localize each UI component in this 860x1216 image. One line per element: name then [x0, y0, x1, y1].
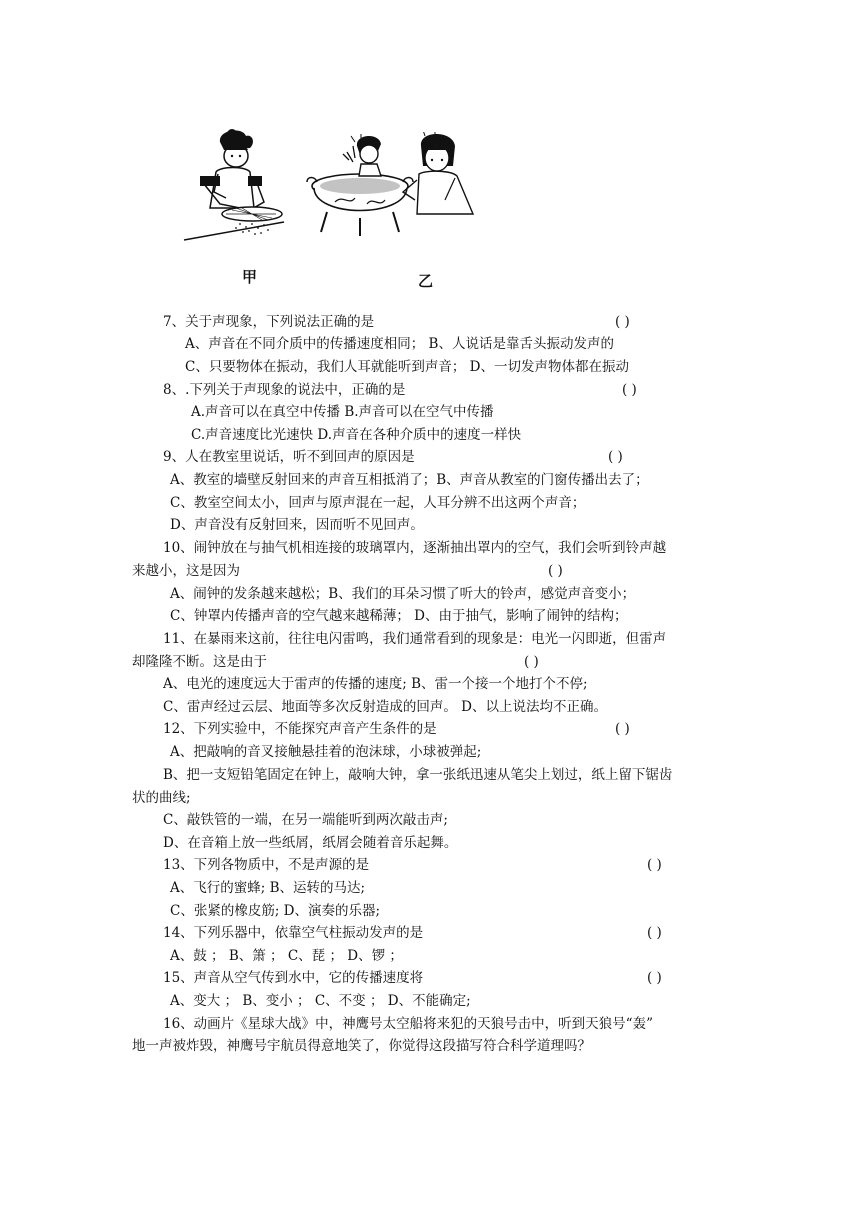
figure-caption-yi: 乙	[418, 272, 434, 290]
question-11-option-row: C、雷声经过云层、地面等多次反射造成的回声。 D、以上说法均不正确。	[163, 699, 607, 715]
question-12-stem: 12、下列实验中，不能探究声音产生条件的是	[163, 721, 437, 737]
question-16-stem-cont: 地一声被炸毁，神鹰号宇航员得意地笑了，你觉得这段描写符合科学道理吗？	[132, 1038, 591, 1054]
question-13-answer-blank: ( )	[647, 857, 662, 873]
question-8-answer-blank: ( )	[622, 382, 637, 398]
question-9-option-row: A、教室的墙壁反射回来的声音互相抵消了；B、声音从教室的门窗传播出去了；	[170, 472, 649, 488]
question-10-stem: 10、闹钟放在与抽气机相连接的玻璃罩内，逐渐抽出罩内的空气，我们会听到铃声越	[163, 540, 667, 556]
figure-caption-jia: 甲	[242, 268, 258, 286]
question-9-option-row: C、教室空间太小，回声与原声混在一起，人耳分辨不出这两个声音；	[170, 495, 586, 511]
question-10-option-row: C、钟罩内传播声音的空气越来越稀薄； D、由于抽气，影响了闹钟的结构；	[170, 608, 628, 624]
question-7-stem: 7、关于声现象，下列说法正确的是	[163, 314, 375, 330]
question-13-stem: 13、下列各物质中，不是声源的是	[163, 857, 370, 873]
question-10-option-row: A、闹钟的发条越来越松；B、我们的耳朵习惯了听大的铃声，感觉声音变小；	[170, 586, 636, 602]
figure-yi	[305, 132, 480, 242]
question-7-option-row: A、声音在不同介质中的传播速度相同； B、人说话是靠舌头振动发声的	[185, 336, 614, 352]
question-11-stem: 11、在暴雨来这前，往往电闪雷鸣，我们通常看到的现象是：电光一闪即逝，但雷声	[163, 631, 667, 647]
question-7-option-row: C、只要物体在振动，我们人耳就能听到声音； D、一切发声物体都在振动	[185, 359, 629, 375]
question-13-option-row: A、飞行的蜜蜂; B、运转的马达;	[170, 880, 366, 896]
question-8-stem: 8、.下列关于声现象的说法中，正确的是	[163, 382, 406, 398]
question-15-stem: 15、声音从空气传到水中，它的传播速度将	[163, 970, 424, 986]
question-11-stem-cont: 却隆隆不断。这是由于	[132, 654, 267, 670]
question-11-answer-blank: ( )	[524, 654, 539, 670]
question-7-answer-blank: ( )	[615, 314, 630, 330]
question-10-stem-cont: 来越小，这是因为	[132, 563, 240, 579]
question-9-answer-blank: ( )	[608, 449, 623, 465]
question-12-option-row: D、在音箱上放一些纸屑，纸屑会随着音乐起舞。	[163, 835, 458, 851]
question-14-stem: 14、下列乐器中，依靠空气柱振动发声的是	[163, 925, 424, 941]
question-12-option-row: C、敲铁管的一端，在另一端能听到两次敲击声;	[163, 812, 448, 828]
question-13-option-row: C、张紧的橡皮筋; D、演奏的乐器;	[170, 903, 381, 919]
woman-sieving-illustration	[180, 128, 290, 243]
question-14-answer-blank: ( )	[647, 925, 662, 941]
question-9-option-row: D、声音没有反射回来，因而听不见回声。	[170, 517, 424, 533]
question-8-option-row: C.声音速度比光速快 D.声音在各种介质中的速度一样快	[191, 427, 522, 443]
figure-jia	[180, 128, 290, 243]
question-11-option-row: A、电光的速度远大于雷声的传播的速度; B、雷一个接一个地打个不停;	[163, 676, 588, 692]
question-15-option-row: A、变大 ； B、变小 ； C、不变 ； D、不能确定;	[170, 993, 471, 1009]
question-12-answer-blank: ( )	[615, 721, 630, 737]
girls-at-pot-illustration	[305, 132, 480, 242]
question-12-option-row: A、把敲响的音叉接触悬挂着的泡沫球，小球被弹起;	[170, 744, 482, 760]
question-10-answer-blank: ( )	[548, 563, 563, 579]
question-16-stem: 16、动画片《星球大战》中，神鹰号太空船将来犯的天狼号击中，听到天狼号“轰”	[163, 1016, 653, 1032]
question-14-option-row: A、鼓 ； B、箫 ； C、琵 ； D、锣 ；	[170, 948, 403, 964]
question-9-stem: 9、人在教室里说话，听不到回声的原因是	[163, 449, 415, 465]
question-8-option-row: A.声音可以在真空中传播 B.声音可以在空气中传播	[191, 404, 494, 420]
question-12-option-row: 状的曲线;	[132, 790, 191, 806]
question-12-option-row: B、把一支短铅笔固定在钟上，敲响大钟，拿一张纸迅速从笔尖上划过，纸上留下锯齿	[163, 767, 673, 783]
question-15-answer-blank: ( )	[647, 970, 662, 986]
